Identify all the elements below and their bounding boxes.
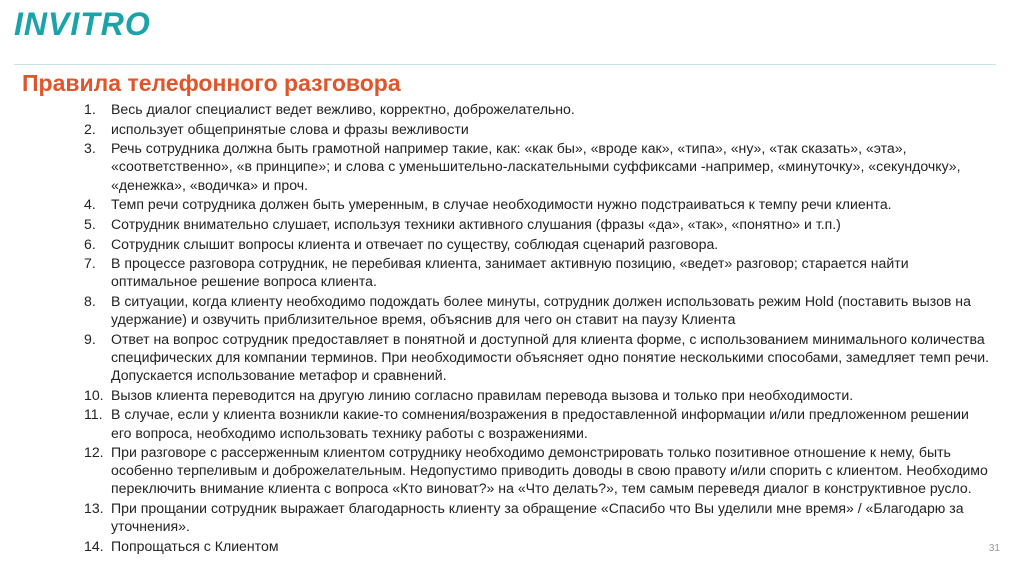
item-number: 4.	[84, 196, 96, 213]
list-item	[84, 139, 992, 193]
page-number: 31	[988, 543, 1000, 554]
item-number: 14.	[84, 537, 104, 554]
list-item	[84, 386, 992, 404]
list-item	[84, 499, 992, 535]
item-number: 2.	[84, 120, 96, 137]
list-item	[84, 443, 992, 497]
invitro-logo: INVITRO	[14, 6, 151, 42]
item-text: Весь диалог специалист ведет вежливо, корректно, доброжелательно.	[111, 101, 575, 117]
item-text: Сотрудник слышит вопросы клиента и отвечает по существу, соблюдая сценарий разговора.	[111, 235, 719, 252]
header-divider	[14, 64, 996, 65]
item-number: 9.	[84, 330, 96, 347]
list-item	[84, 195, 992, 213]
item-text: В ситуации, когда клиенту необходимо подождать более минуты, сотрудник должен использовать режим Hold (поставить вызов на удержание) и озвучить приблизительное время, объяснив для чего он ставит на паузу Клиента	[111, 293, 971, 328]
item-number: 5.	[84, 215, 96, 232]
item-text: Сотрудник внимательно слушает, используя техники активного слушания (фразы «да», «так», «понятно» и т.п.)	[111, 215, 841, 232]
item-text: Ответ на вопрос сотрудник предоставляет в понятной и доступной для клиента форме, с использованием минимального количества специфических для компании терминов. При необходимости объясняет одно понятие несколькими способами, замедляет темп речи. Допускается использование метафор и сравнений.	[111, 330, 990, 384]
item-text: При прощании сотрудник выражает благодарность клиенту за обращение «Спасибо что Вы уделили мне время» / «Благодарю за уточнения».	[111, 500, 964, 535]
list-item	[84, 330, 992, 384]
item-number: 7.	[84, 255, 96, 272]
item-text: Речь сотрудника должна быть грамотной например такие, как: «как бы», «вроде как», «типа», «ну», «так сказать», «эта», «соответственно», «в принципе»; и слова с уменьшительно-ласкательными суффиксами -например, «минуточку», «секундочку», «денежка», «водичка» и проч.	[111, 140, 961, 193]
list-item	[84, 120, 992, 138]
item-number: 6.	[84, 235, 96, 252]
item-text: При разговоре с рассерженным клиентом сотруднику необходимо демонстрировать только позитивное отношение к нему, быть особенно терпеливым и доброжелательным. Недопустимо приводить доводы в свою правоту и/или спорить с клиентом. Необходимо переключить внимание клиента с вопроса «Кто виноват?» на «Что делать?», тем самым переведя диалог в конструктивное русло.	[111, 444, 988, 497]
item-number: 10.	[84, 386, 104, 403]
list-item	[84, 215, 992, 233]
list-item	[84, 254, 992, 290]
item-number: 3.	[84, 140, 96, 157]
item-number: 8.	[84, 293, 96, 310]
item-text: В процессе разговора сотрудник, не перебивая клиента, занимает активную позицию, «ведет» разговор; старается найти оптимальное решение вопроса клиента.	[111, 255, 909, 290]
item-number: 1.	[84, 101, 96, 117]
list-item	[84, 235, 992, 253]
item-text: Темп речи сотрудника должен быть умеренным, в случае необходимости нужно подстраиваться к темпу речи клиента.	[111, 196, 892, 213]
list-item	[84, 100, 992, 118]
list-item	[84, 292, 992, 328]
rules-list	[84, 100, 992, 557]
item-text: Попрощаться с Клиентом	[111, 537, 279, 554]
item-text: использует общепринятые слова и фразы вежливости	[111, 120, 469, 137]
item-number: 12.	[84, 444, 104, 461]
list-item	[84, 405, 992, 441]
item-text: Вызов клиента переводится на другую линию согласно правилам перевода вызова и только при необходимости.	[111, 386, 854, 403]
item-text: В случае, если у клиента возникли какие-то сомнения/возражения в предоставленной информации и/или предложенном решении его вопроса, необходимо использовать технику работы с возражениями.	[111, 406, 969, 441]
list-item	[84, 537, 992, 555]
item-number: 11.	[84, 406, 103, 423]
item-number: 13.	[84, 500, 104, 517]
page-title: Правила телефонного разговора	[22, 70, 401, 96]
